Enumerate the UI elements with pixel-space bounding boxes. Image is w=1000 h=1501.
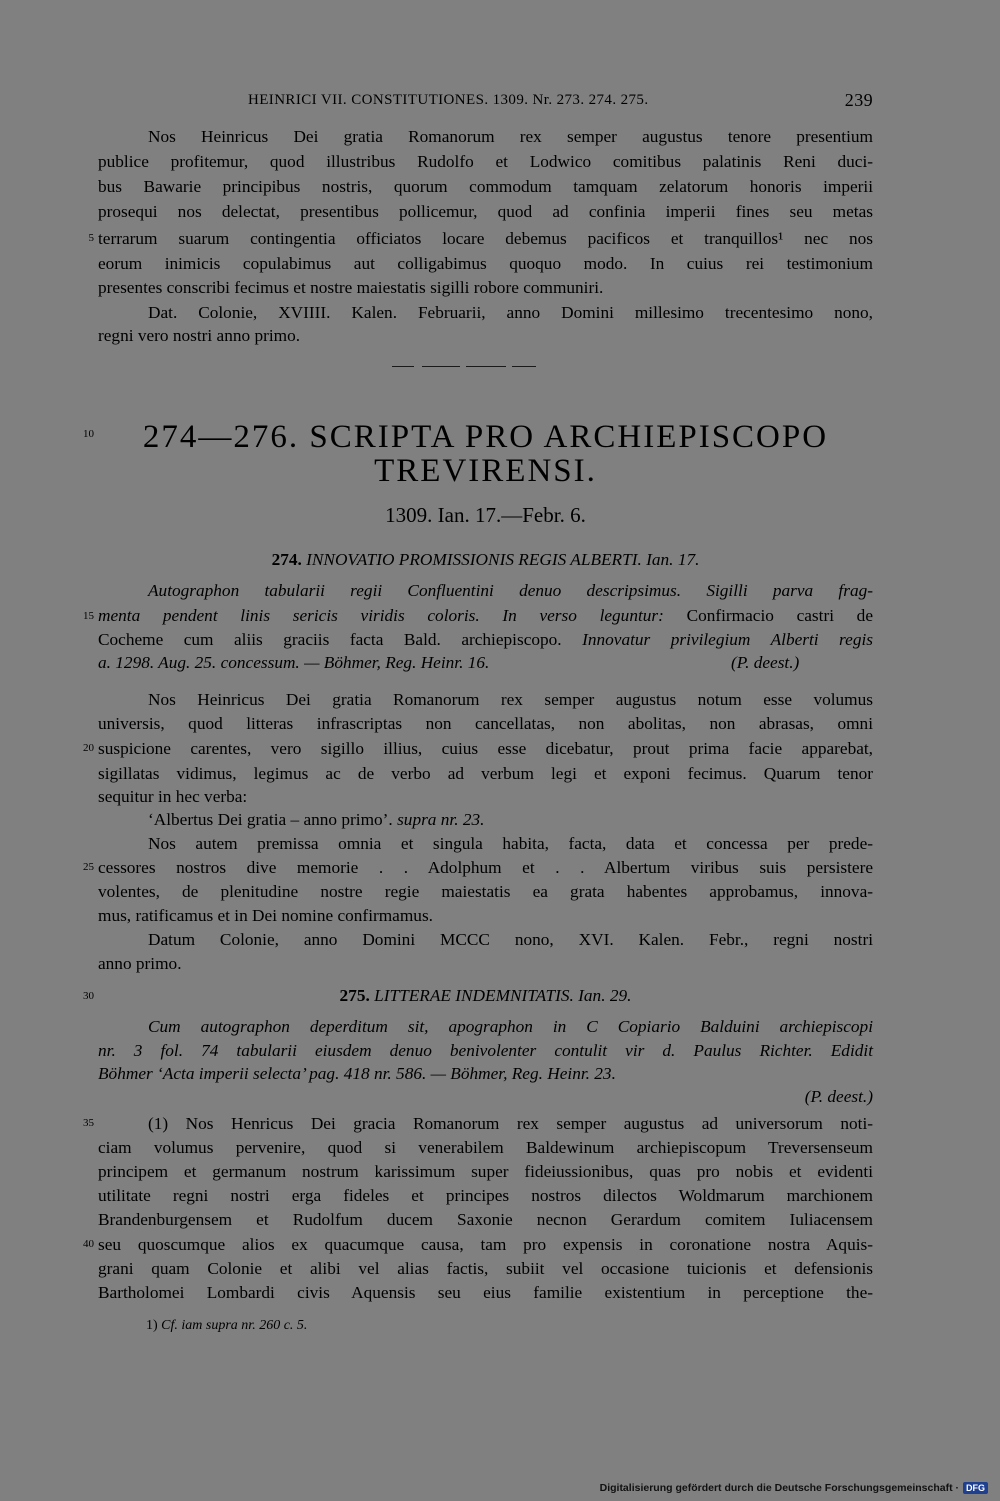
line-number: 30 xyxy=(83,990,94,1002)
text-line: ciam volumus pervenire, quod si venerabilem Baldewinum archiepiscopum Treversenseum xyxy=(98,1138,873,1157)
page-number: 239 xyxy=(844,90,873,110)
footnote-mark: 1) xyxy=(146,1318,162,1333)
text-line: utilitate regni nostri erga fideles et principes nostros dilectos Woldmarum marchionem xyxy=(98,1186,873,1205)
text-line: universis, quod litteras infrascriptas non cancellatas, non abolitas, non abrasas, omni xyxy=(98,714,873,733)
text-line: prosequi nos delectat, presentibus pollicemur, quod ad confinia imperii fines seu metas xyxy=(98,202,873,221)
section-dates: 1309. Ian. 17.—Febr. 6. xyxy=(385,503,586,527)
section-title-line1: 274—276. SCRIPTA PRO ARCHIEPISCOPO xyxy=(142,419,829,455)
text-line: (1) Nos Henricus Dei gracia Romanorum rex semper augustus ad universorum noti- xyxy=(148,1114,873,1133)
line-number: 15 xyxy=(83,610,94,622)
source-note-fragment: Innovatur privilegium Alberti regis xyxy=(582,630,873,649)
dfg-logo-icon: DFG xyxy=(963,1482,988,1494)
text-line: mus, ratificamus et in Dei nomine confirmamus. xyxy=(98,906,433,925)
doc-title: INNOVATIO PROMISSIONIS REGIS ALBERTI. xyxy=(306,550,642,569)
source-note-line: nr. 3 fol. 74 tabularii eiusdem denuo benivolenter contulit vir d. Paulus Richter. Edidit xyxy=(98,1041,873,1060)
line-number: 40 xyxy=(83,1238,94,1250)
text-line: anno primo. xyxy=(98,954,182,973)
source-note-fragment: a. 1298. Aug. 25. concessum. — Böhmer, Reg. Heinr. 16. xyxy=(98,653,490,672)
source-note-end: (P. deest.) xyxy=(804,1087,873,1106)
source-note-fragment: Confirmacio castri de xyxy=(686,606,873,625)
digitization-credit xyxy=(600,1481,988,1495)
credit-text: Digitalisierung gefördert durch die Deutsche Forschungsgemeinschaft · xyxy=(599,1482,959,1494)
line-number: 10 xyxy=(83,428,94,440)
line-number: 25 xyxy=(83,861,94,873)
text-line: sequitur in hec verba: xyxy=(98,787,248,806)
source-note-line xyxy=(98,628,873,652)
source-note-line xyxy=(98,604,873,628)
text-line: terrarum suarum contingentia officiatos locare debemus pacificos et tranquillos¹ nec nos xyxy=(98,229,873,248)
quote-ref: supra nr. 23. xyxy=(397,810,485,829)
source-note-line: Cum autographon deperditum sit, apographon in C Copiario Balduini archiepiscopi xyxy=(148,1017,873,1036)
doc-date: Ian. 29. xyxy=(578,986,632,1005)
footnote xyxy=(146,1318,307,1334)
source-note-fragment: Cocheme cum aliis graciis facta Bald. archiepiscopo. xyxy=(98,630,583,649)
text-line: suspicione carentes, vero sigillo illius, cuius esse dicebatur, prout prima facie apparebat, xyxy=(98,739,873,758)
line-number: 20 xyxy=(83,742,94,754)
text-line: presentes conscribi fecimus et nostre maiestatis sigilli robore communiri. xyxy=(98,278,604,297)
text-line: bus Bawarie principibus nostris, quorum commodum tamquam zelatorum honoris imperii xyxy=(98,177,873,196)
text-line: Dat. Colonie, XVIIII. Kalen. Februarii, anno Domini millesimo trecentesimo nono, xyxy=(148,303,873,322)
line-number: 35 xyxy=(83,1117,94,1129)
text-line: regni vero nostri anno primo. xyxy=(98,326,301,345)
source-note-fragment: menta pendent linis sericis viridis coloris. In verso leguntur: xyxy=(98,606,687,625)
text-line: Nos Heinricus Dei gratia Romanorum rex semper augustus tenore presentium xyxy=(148,127,873,146)
doc-number: 274. xyxy=(271,550,302,569)
running-title: HEINRICI VII. CONSTITUTIONES. 1309. Nr. 273. 274. 275. xyxy=(248,92,649,108)
source-note-line xyxy=(98,651,873,675)
running-head xyxy=(98,90,873,114)
text-line: seu quoscumque alios ex quacumque causa, tam pro expensis in coronatione nostra Aquis- xyxy=(98,1235,873,1254)
line-number: 5 xyxy=(88,232,94,244)
text-line: Datum Colonie, anno Domini MCCC nono, XVI. Kalen. Febr., regni nostri xyxy=(148,930,873,949)
doc-275-heading xyxy=(98,984,873,1008)
footnote-text: Cf. iam supra nr. 260 c. 5. xyxy=(161,1318,308,1333)
text-line: grani quam Colonie et alibi vel alias factis, subiit vel occasione tuicionis et defensionis xyxy=(98,1259,873,1278)
section-divider xyxy=(392,363,542,369)
text-line: volentes, de plenitudine nostre regie maiestatis ea grata habentes approbamus, innova- xyxy=(98,882,873,901)
section-title-line2: TREVIRENSI. xyxy=(374,453,597,489)
doc-title: LITTERAE INDEMNITATIS. xyxy=(374,986,574,1005)
source-note-line: Böhmer ‘Acta imperii selecta’ pag. 418 nr. 586. — Böhmer, Reg. Heinr. 23. xyxy=(98,1064,616,1083)
source-note-line: Autographon tabularii regii Confluentini denuo descripsimus. Sigilli parva frag- xyxy=(148,581,873,600)
source-note-fragment: (P. deest.) xyxy=(731,653,800,672)
doc-number: 275. xyxy=(339,986,370,1005)
doc-274-heading xyxy=(98,548,873,572)
quote-text: ‘Albertus Dei gratia – anno primo’. xyxy=(148,810,398,829)
text-line: publice profitemur, quod illustribus Rudolfo et Lodwico comitibus palatinis Reni duci- xyxy=(98,152,873,171)
text-line: Nos Heinricus Dei gratia Romanorum rex semper augustus notum esse volumus xyxy=(148,690,873,709)
text-line: Brandenburgensem et Rudolfum ducem Saxonie necnon Gerardum comitem Iuliacensem xyxy=(98,1210,873,1229)
text-line: Bartholomei Lombardi civis Aquensis seu eius familie existentium in perceptione the- xyxy=(98,1283,873,1302)
quote-line xyxy=(98,808,873,832)
text-line: cessores nostros dive memorie . . Adolphum et . . Albertum viribus suis persistere xyxy=(98,858,873,877)
text-line: sigillatas vidimus, legimus ac de verbo ad verbum legi et exponi fecimus. Quarum tenor xyxy=(98,764,873,783)
text-line: principem et germanum nostrum karissimum super fideiussionibus, quas pro nobis et evidenti xyxy=(98,1162,873,1181)
text-line: Nos autem premissa omnia et singula habita, facta, data et concessa per prede- xyxy=(148,834,873,853)
doc-date: Ian. 17. xyxy=(646,550,700,569)
text-line: eorum inimicis copulabimus aut colligabimus quoquo modo. In cuius rei testimonium xyxy=(98,254,873,273)
